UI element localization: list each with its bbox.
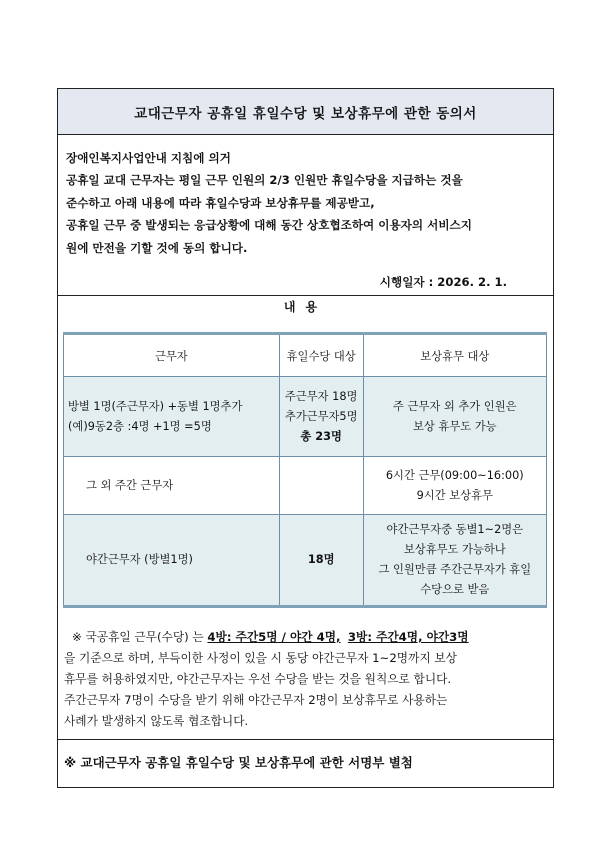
cell-text: 주근무자 18명 bbox=[284, 389, 358, 403]
cell-text: 18명 bbox=[307, 553, 335, 566]
intro-line: 준수하고 아래 내용에 따라 휴일수당과 보상휴무를 제공받고, bbox=[66, 195, 375, 210]
cell-text: 보상 휴무도 가능 bbox=[413, 419, 497, 433]
cell-text: 추가근무자5명 bbox=[284, 409, 358, 423]
note-line: 사례가 발생하지 않도록 협조합니다. bbox=[64, 714, 249, 728]
cell-text: (예)9동2층 :4명 +1명 =5명 bbox=[68, 419, 212, 433]
allowance-cell bbox=[279, 515, 363, 607]
cell-text: 야간근무자중 동별1~2명은 bbox=[386, 523, 524, 536]
worker-cell bbox=[64, 377, 280, 457]
effective-date: 시행일자 : 2026. 2. 1. bbox=[379, 275, 507, 289]
cell-text: 그 외 주간 근무자 bbox=[86, 478, 174, 492]
header-worker: 근무자 bbox=[64, 334, 280, 377]
table-row bbox=[64, 515, 547, 607]
allowance-cell bbox=[279, 377, 363, 457]
note-line: 휴무를 허용하였지만, 야간근무자는 우선 수당을 받는 것을 원칙으로 합니다. bbox=[64, 672, 452, 686]
divider bbox=[58, 739, 553, 740]
cell-text: 6시간 근무(09:00~16:00) bbox=[385, 468, 524, 482]
work-schedule-table bbox=[63, 332, 547, 608]
cell-text: 9시간 보상휴무 bbox=[416, 488, 493, 502]
cell-text: 방별 1명(주근무자) +동별 1명추가 bbox=[68, 399, 243, 413]
table-header-row bbox=[64, 334, 547, 377]
document-title: 교대근무자 공휴일 휴일수당 및 보상휴무에 관한 동의서 bbox=[58, 89, 553, 135]
intro-line: 공휴일 근무 중 발생되는 응급상황에 대해 동간 상호협조하여 이용자의 서비스지 bbox=[66, 218, 472, 233]
intro-line: 공휴일 교대 근무자는 평일 근무 인원의 2/3 인원만 휴일수당을 지급하는 것을 bbox=[66, 173, 463, 188]
divider bbox=[58, 295, 553, 296]
intro-line: 원에 만전을 기할 것에 동의 합니다. bbox=[66, 240, 248, 255]
worker-cell bbox=[64, 515, 280, 607]
header-holiday-allowance: 휴일수당 대상 bbox=[279, 334, 363, 377]
table-row bbox=[64, 377, 547, 457]
note-rule-4room: 4방: 주간5명 / 야간 4명, bbox=[207, 630, 341, 644]
holiday-work-note bbox=[64, 627, 548, 732]
cell-text: 주 근무자 외 추가 인원은 bbox=[393, 399, 517, 413]
comp-leave-cell bbox=[363, 457, 546, 515]
note-line: 을 기준으로 하며, 부득이한 사정이 있을 시 동당 야간근무자 1~2명까지 보상 bbox=[64, 651, 457, 665]
cell-text: 그 인원만큼 주간근무자가 휴일 bbox=[378, 563, 532, 576]
section-heading: 내용 bbox=[283, 300, 328, 314]
intro-paragraph bbox=[66, 147, 546, 259]
table-row bbox=[64, 457, 547, 515]
note-line: 주간근무자 7명이 수당을 받기 위해 야간근무자 2명이 보상휴무로 사용하는 bbox=[64, 693, 448, 707]
comp-leave-cell bbox=[363, 377, 546, 457]
note-prefix: ※ 국공휴일 근무(수당) 는 bbox=[72, 630, 208, 644]
comp-leave-cell bbox=[363, 515, 546, 607]
cell-text-total: 총 23명 bbox=[300, 429, 342, 443]
intro-line: 장애인복지사업안내 지침에 의거 bbox=[66, 151, 231, 165]
header-comp-leave: 보상휴무 대상 bbox=[363, 334, 546, 377]
note-rule-3room: 3방: 주간4명, 야간3명 bbox=[347, 630, 469, 644]
cell-text: 수당으로 받음 bbox=[420, 583, 490, 596]
allowance-cell bbox=[279, 457, 363, 515]
cell-text: 야간근무자 (방별1명) bbox=[86, 553, 193, 566]
cell-text: 보상휴무도 가능하나 bbox=[403, 543, 506, 556]
consent-document bbox=[57, 88, 554, 788]
footer-attachment-note: ※ 교대근무자 공휴일 휴일수당 및 보상휴무에 관한 서명부 별첨 bbox=[64, 755, 413, 770]
note-line bbox=[64, 627, 548, 648]
worker-cell bbox=[64, 457, 280, 515]
